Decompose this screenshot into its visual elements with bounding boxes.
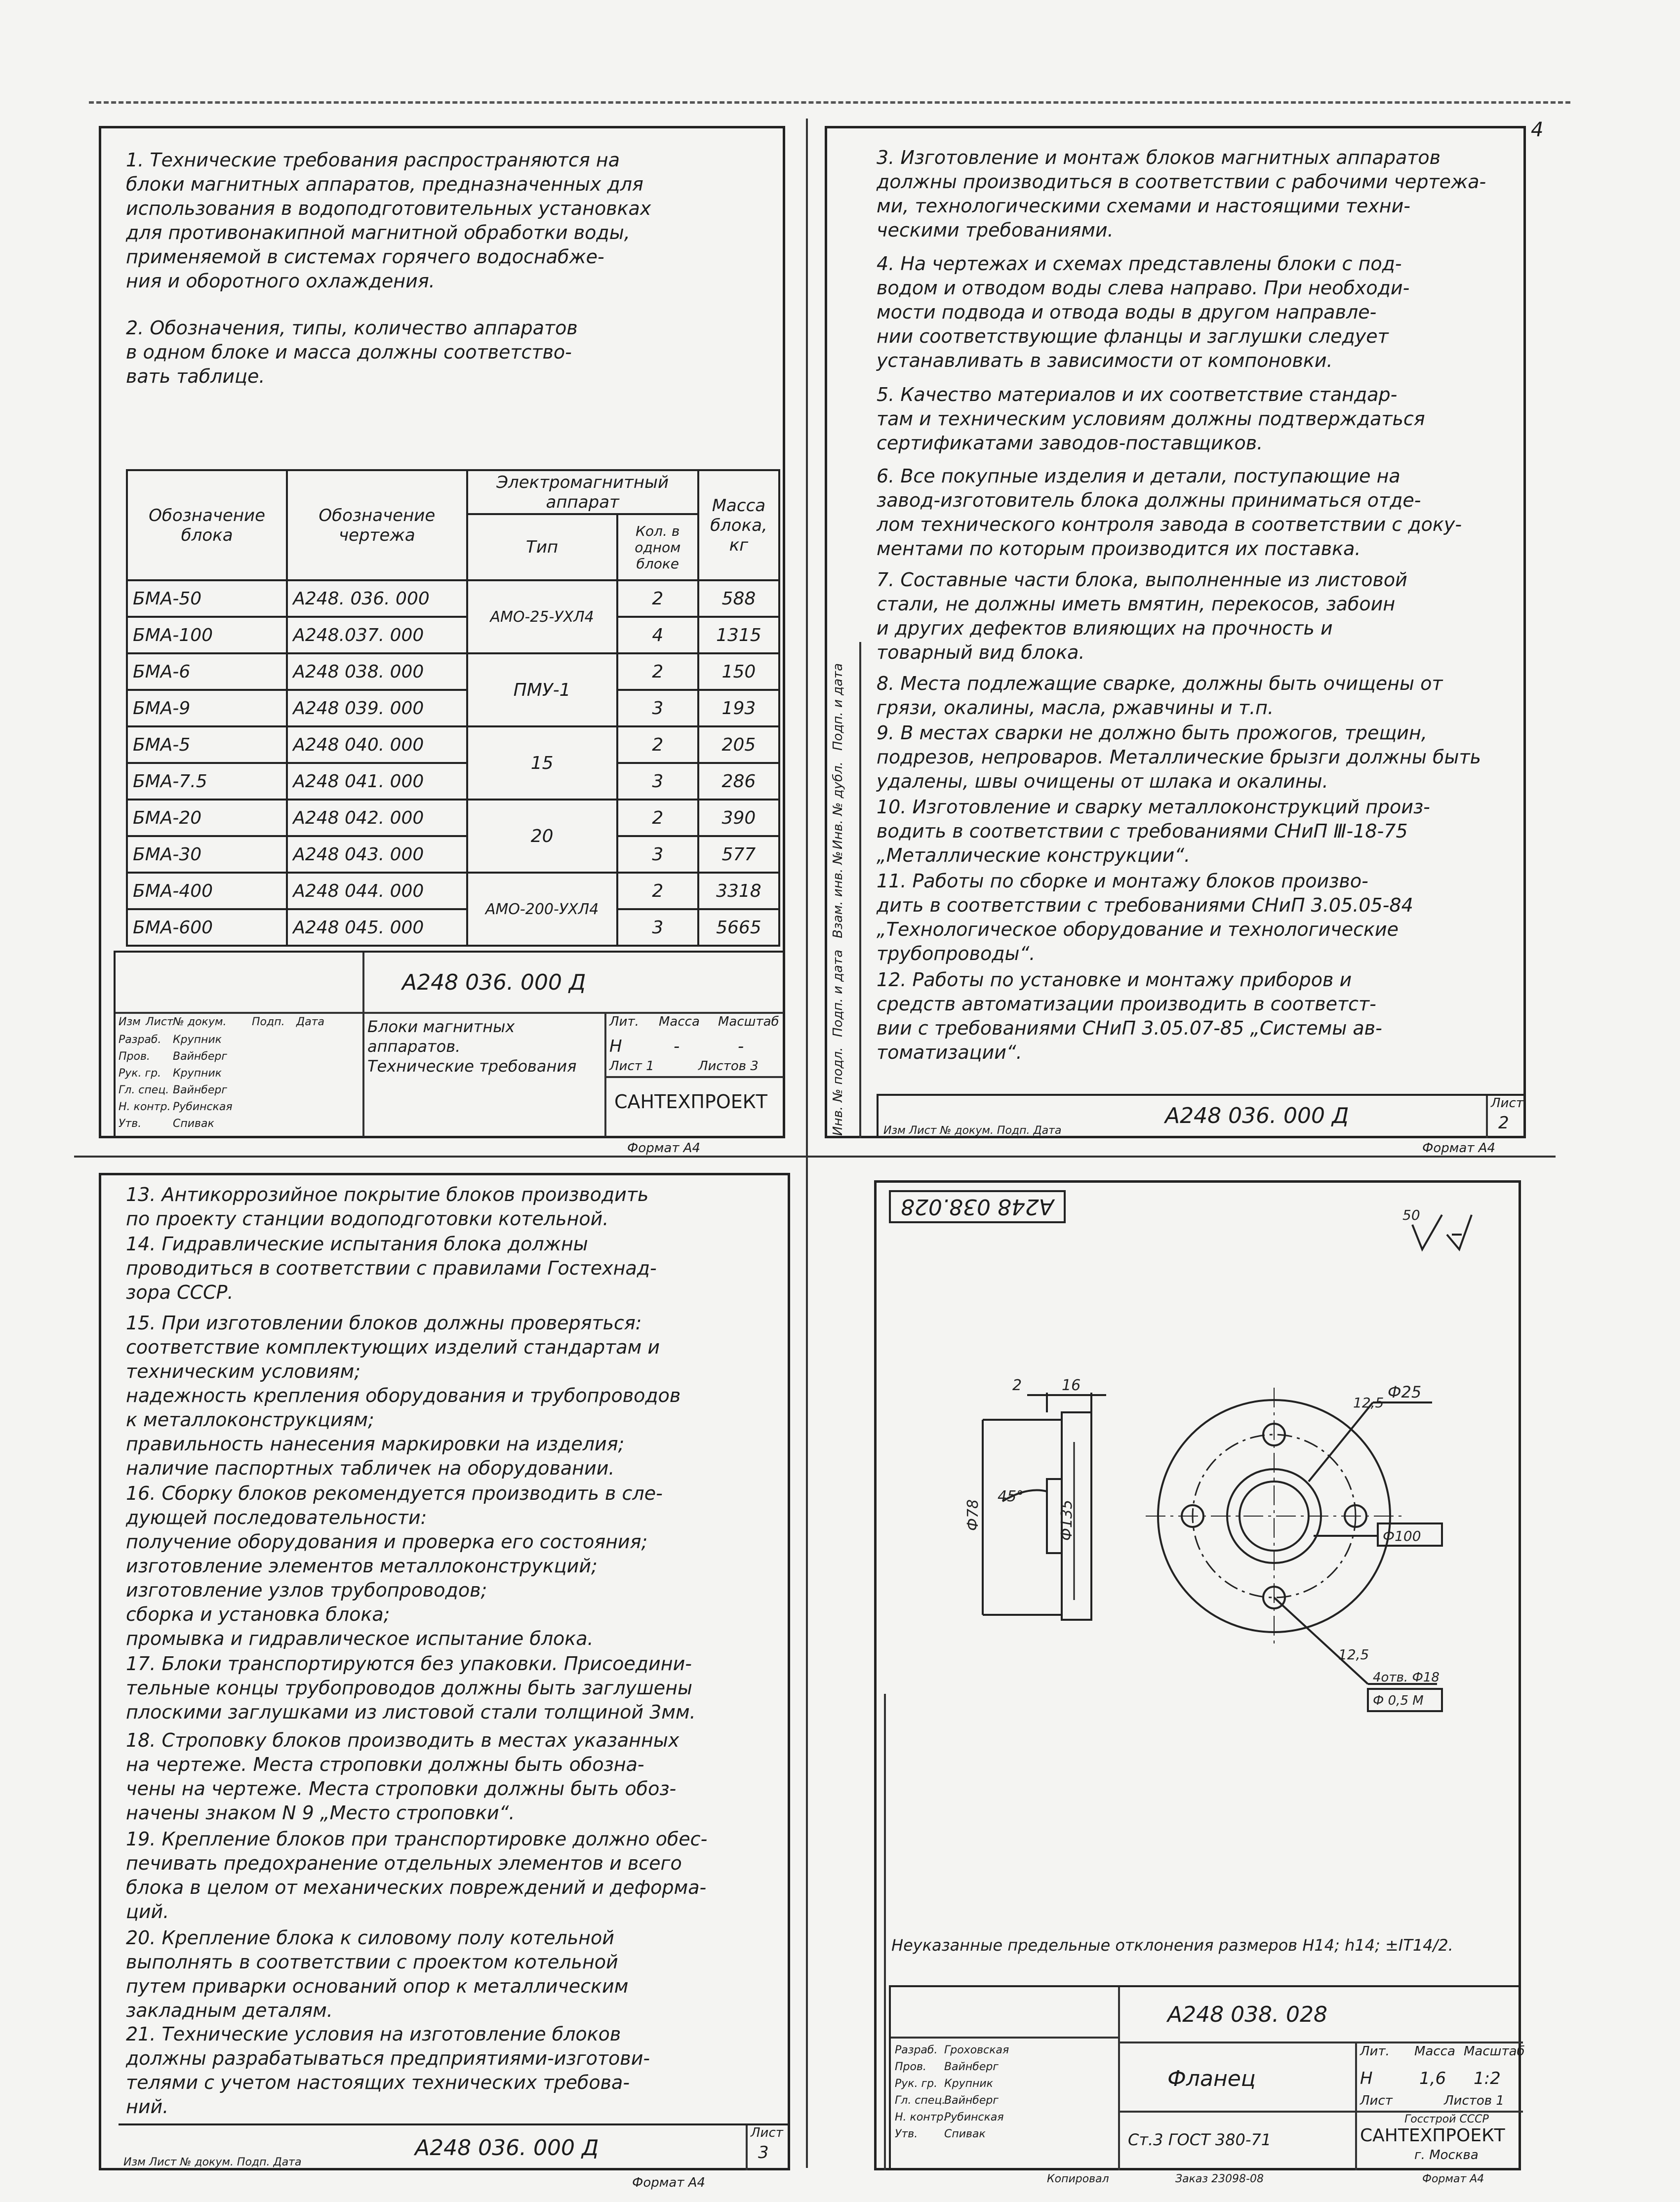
tb1-vline-b xyxy=(604,1012,606,1136)
dim-holes: 4отв. Ф18 xyxy=(1373,1670,1440,1685)
stamp-mass: - xyxy=(674,1037,680,1056)
cell-qty: 2 xyxy=(617,873,698,909)
sheet1-paragraph-2: 2. Обозначения, типы, количество аппаратов в одном блоке и масса должны соответство- вать таблице. xyxy=(126,317,578,387)
cell-mass: 577 xyxy=(698,836,779,873)
tb2-vline xyxy=(1486,1096,1488,1138)
tb2-doc-code: А248 036. 000 Д xyxy=(1165,1103,1349,1128)
table-row xyxy=(127,653,779,690)
cell-qty: 4 xyxy=(617,617,698,653)
dim-thickness-2: 2 xyxy=(1012,1377,1022,1394)
stamp-name-2: Крупник xyxy=(173,1067,222,1080)
cell-qty: 2 xyxy=(617,580,698,617)
cell-drawing: А248 044. 000 xyxy=(287,873,467,909)
table-row xyxy=(127,580,779,617)
center-horizontal-divider xyxy=(74,1156,1556,1158)
cell-type: 20 xyxy=(467,800,617,873)
cell-type: АМО-25-УХЛ4 xyxy=(467,580,617,653)
col-drawing-header: Обозначение чертежа xyxy=(287,470,467,580)
sheet2-paragraph-12: 12. Работы по установке и монтажу приборов и средств автоматизации производить в соответст- вии с требованиями СНиП 3.05.07-85 „Системы ав- томатизации“. xyxy=(877,969,1382,1063)
col-block-header: Обозначение блока xyxy=(127,470,287,580)
stamp-col-sign: Подп. xyxy=(252,1016,285,1028)
roughness-symbol xyxy=(1412,1215,1472,1249)
stamp-name-3: Вайнберг xyxy=(173,1084,227,1096)
tb4-hline-c xyxy=(1118,2111,1523,2113)
tb3-sheet-label: Лист xyxy=(751,2125,783,2140)
cell-qty: 2 xyxy=(617,726,698,763)
tb4-name-3: Вайнберг xyxy=(944,2094,999,2107)
table-row xyxy=(127,763,779,800)
sheet2-paragraph-5: 5. Качество материалов и их соответствие стандар- там и техническим условиям должны подтверждаться сертификатами заводов-поставщиков. xyxy=(877,384,1425,454)
tb2-sheet-label: Лист xyxy=(1491,1096,1523,1111)
dim-diameter-78: Ф78 xyxy=(964,1499,982,1531)
sheet2-paragraph-4: 4. На чертежах и схемах представлены блоки с под- водом и отводом воды слева направо. При необходи- мости подвода и отвода воды в другом направле- нии соответствующие фланцы и заглушки следует устанавливать в зависимости от компоновки. xyxy=(877,253,1410,371)
sheet4-format: Формат А4 xyxy=(1422,2173,1484,2185)
cell-block: БМА-400 xyxy=(127,873,287,909)
flange-front-view xyxy=(1146,1388,1442,1711)
cell-qty: 3 xyxy=(617,763,698,800)
sheet3-title-block xyxy=(119,2123,790,2170)
tb4-doc-code: А248 038. 028 xyxy=(1167,2002,1328,2027)
tb3-cols: Изм Лист № докум. Подп. Дата xyxy=(123,2156,302,2168)
cell-block: БМА-6 xyxy=(127,653,287,690)
sheet3-paragraph-20: 20. Крепление блока к силовому полу котельной выполнять в соответствии с проектом котельной путем приварки оснований опор к металлическим закладным деталям. xyxy=(126,1927,629,2021)
sheet4-copied: Копировал xyxy=(1047,2173,1109,2185)
side-label-0: Инв. № подл. xyxy=(831,1047,845,1136)
sheet4-order: Заказ 23098-08 xyxy=(1175,2173,1264,2185)
tb4-vline-a xyxy=(1118,1987,1120,2170)
stamp-col-date: Дата xyxy=(296,1016,324,1028)
tb4-role-3: Гл. спец. xyxy=(895,2094,946,2107)
tb4-org: САНТЕХПРОЕКТ xyxy=(1360,2125,1505,2146)
stamp-sheet-label: Лист 1 xyxy=(609,1059,654,1074)
cell-drawing: А248 045. 000 xyxy=(287,909,467,946)
tolerance-note: Неуказанные предельные отклонения размеров H14; h14; ±IT14/2. xyxy=(891,1936,1453,1955)
sheet3-paragraph-19: 19. Крепление блоков при транспортировке должно обес- печивать предохранение отдельных элементов и всего блока в целом от механических повреждений и деформа- ций. xyxy=(126,1828,708,1922)
stamp-name-5: Спивак xyxy=(173,1118,214,1130)
dim-tolerance: Ф 0,5 М xyxy=(1373,1693,1424,1708)
cell-type: ПМУ-1 xyxy=(467,653,617,726)
sheet2-title-block xyxy=(877,1094,1526,1138)
page-number-top: 4 xyxy=(1531,119,1544,141)
stamp-role-4: Н. контр. xyxy=(119,1101,171,1113)
tb4-name-5: Спивак xyxy=(944,2128,986,2140)
table-row xyxy=(127,617,779,653)
cell-qty: 2 xyxy=(617,653,698,690)
stamp-doc-code: А248 036. 000 Д xyxy=(402,970,586,995)
tb4-hline-b xyxy=(891,2037,1118,2039)
cell-block: БМА-30 xyxy=(127,836,287,873)
tb4-role-2: Рук. гр. xyxy=(895,2078,938,2090)
cell-mass: 588 xyxy=(698,580,779,617)
cell-drawing: А248 041. 000 xyxy=(287,763,467,800)
stamp-role-5: Утв. xyxy=(119,1118,142,1130)
sheet4-side-strip xyxy=(884,1694,886,2170)
col-type-header: Тип xyxy=(467,514,617,580)
table-row xyxy=(127,836,779,873)
stamp-sheets-label: Листов 3 xyxy=(698,1059,759,1074)
sheet3-paragraph-15: 15. При изготовлении блоков должны проверяться: соответствие комплектующих изделий стандартам и техническим условиям; надежность крепления оборудования и трубопроводов к металлоконструкциям; правильность нанесения маркировки на изделия; наличие паспортных табличек на оборудовании. xyxy=(126,1312,681,1479)
stamp-role-3: Гл. спец. xyxy=(119,1084,169,1096)
sheet2-paragraph-3: 3. Изготовление и монтаж блоков магнитных аппаратов должны производиться в соответствии с рабочими чертежа- ми, технологическими схемами и настоящими техни- ческими требованиями. xyxy=(877,147,1486,241)
cell-type: 15 xyxy=(467,726,617,800)
sheet2-paragraph-8: 8. Места подлежащие сварке, должны быть очищены от грязи, окалины, масла, ржавчины и т.п. xyxy=(877,673,1443,719)
cell-mass: 205 xyxy=(698,726,779,763)
tb4-sheet-label: Лист xyxy=(1360,2093,1393,2108)
tb2-cols: Изм Лист № докум. Подп. Дата xyxy=(883,1124,1062,1137)
tb3-doc-code: А248 036. 000 Д xyxy=(415,2135,599,2161)
tb4-hline-a xyxy=(1118,2042,1523,2043)
cell-mass: 3318 xyxy=(698,873,779,909)
cell-mass: 5665 xyxy=(698,909,779,946)
tb4-name-4: Рубинская xyxy=(944,2111,1004,2123)
dim-diameter-25: Ф25 xyxy=(1388,1383,1422,1401)
tb4-name-0: Гроховская xyxy=(944,2044,1009,2056)
tb4-city: г. Москва xyxy=(1414,2148,1479,2162)
table-row xyxy=(127,690,779,726)
tb4-vline-b xyxy=(1355,2042,1357,2170)
sheet1-title-block xyxy=(114,951,785,1138)
tb4-role-4: Н. контр. xyxy=(895,2111,947,2123)
stamp-scale: - xyxy=(738,1037,744,1056)
tb4-mass: 1,6 xyxy=(1419,2069,1446,2088)
tb1-vline-a xyxy=(362,953,364,1136)
cell-block: БМА-100 xyxy=(127,617,287,653)
cell-drawing: А248. 036. 000 xyxy=(287,580,467,617)
sheet3-format: Формат А4 xyxy=(632,2175,706,2190)
cell-mass: 1315 xyxy=(698,617,779,653)
table-row xyxy=(127,800,779,836)
flange-side-view xyxy=(983,1393,1106,1620)
stamp-mass-label: Масса xyxy=(659,1014,700,1029)
cell-block: БМА-5 xyxy=(127,726,287,763)
cell-qty: 3 xyxy=(617,836,698,873)
cell-drawing: А248 040. 000 xyxy=(287,726,467,763)
tb4-title: Фланец xyxy=(1167,2066,1256,2091)
dim-r125-bottom: 12,5 xyxy=(1338,1646,1369,1663)
center-vertical-divider xyxy=(806,119,808,2168)
stamp-name-1: Вайнберг xyxy=(173,1050,227,1063)
flange-drawing xyxy=(879,1195,1521,1714)
side-label-3: Инв. № дубл. xyxy=(831,761,845,849)
tb4-org-small: Госстрой СССР xyxy=(1404,2113,1489,2125)
cell-mass: 390 xyxy=(698,800,779,836)
cell-block: БМА-50 xyxy=(127,580,287,617)
sheet3-paragraph-14: 14. Гидравлические испытания блока должны проводиться в соответствии с правилами Гостехнад- зора СССР. xyxy=(126,1233,657,1303)
cell-qty: 3 xyxy=(617,690,698,726)
cell-drawing: А248.037. 000 xyxy=(287,617,467,653)
tb1-hline-b xyxy=(604,1076,783,1078)
stamp-col-list: Лист xyxy=(146,1016,173,1028)
sheet1-format: Формат А4 xyxy=(627,1141,701,1156)
cell-qty: 3 xyxy=(617,909,698,946)
cell-block: БМА-20 xyxy=(127,800,287,836)
tb4-role-5: Утв. xyxy=(895,2128,918,2140)
stamp-lit-label: Лит. xyxy=(609,1014,639,1029)
stamp-role-2: Рук. гр. xyxy=(119,1067,161,1080)
stamp-title: Блоки магнитных аппаратов. Технические требования xyxy=(367,1017,577,1076)
sheet3-paragraph-18: 18. Строповку блоков производить в местах указанных на чертеже. Места строповки должны быть обозна- чены на чертеже. Места строповки должны быть обоз- начены знаком N 9 „Место строповки“. xyxy=(126,1729,680,1824)
cell-mass: 193 xyxy=(698,690,779,726)
sheet4-title-block xyxy=(889,1985,1525,2170)
tb4-scale-label: Масштаб xyxy=(1464,2044,1525,2059)
side-label-4: Подп. и дата xyxy=(831,663,845,751)
sheet3-paragraph-21: 21. Технические условия на изготовление блоков должны разрабатываться предприятиями-изготови- телями с учетом настоящих технических требова- ний. xyxy=(126,2023,650,2118)
sheet2-paragraph-10: 10. Изготовление и сварку металлоконструкций произ- водить в соответствии с требованиями СНиП Ⅲ-18-75 „Металлические конструкции“. xyxy=(877,796,1430,866)
sheet2-paragraph-6: 6. Все покупные изделия и детали, поступающие на завод-изготовитель блока должны приниматься отде- лом технического контроля завода в соответствии с доку- ментами по которым производится их поставка. xyxy=(877,465,1462,560)
table-row xyxy=(127,726,779,763)
tb4-name-2: Крупник xyxy=(944,2078,993,2090)
stamp-col-izm: Изм xyxy=(119,1016,141,1028)
sheet3-paragraph-17: 17. Блоки транспортируются без упаковки. Присоедини- тельные концы трубопроводов должны быть заглушены плоскими заглушками из листовой стали толщиной 3мм. xyxy=(126,1653,696,1723)
tb4-lit: Н xyxy=(1360,2069,1373,2088)
tb4-material: Ст.3 ГОСТ 380-71 xyxy=(1128,2130,1272,2149)
sheet2-format: Формат А4 xyxy=(1422,1141,1496,1156)
cell-mass: 150 xyxy=(698,653,779,690)
col-mass-header: Масса блока, кг xyxy=(698,470,779,580)
tb3-sheet-no: 3 xyxy=(758,2143,769,2162)
side-label-2: Взам. инв. № xyxy=(831,851,845,938)
tb4-role-0: Разраб. xyxy=(895,2044,938,2056)
tb1-hline-a xyxy=(116,1012,783,1014)
dashed-cut-line xyxy=(89,101,1570,104)
table-row xyxy=(127,873,779,909)
stamp-scale-label: Масштаб xyxy=(718,1014,779,1029)
side-label-1: Подп. и дата xyxy=(831,949,845,1037)
tb3-vline xyxy=(746,2125,748,2170)
sheet2-paragraph-9: 9. В местах сварки не должно быть прожогов, трещин, подрезов, непроваров. Металлические брызги должны быть удалены, швы очищены от шлака и окалины. xyxy=(877,722,1481,792)
cell-mass: 286 xyxy=(698,763,779,800)
cell-drawing: А248 042. 000 xyxy=(287,800,467,836)
stamp-lit: Н xyxy=(609,1037,622,1056)
tb4-sheets-label: Листов 1 xyxy=(1444,2093,1504,2108)
apparatus-table xyxy=(126,469,780,947)
cell-block: БМА-7.5 xyxy=(127,763,287,800)
dim-thickness-16: 16 xyxy=(1062,1377,1081,1394)
cell-qty: 2 xyxy=(617,800,698,836)
cell-drawing: А248 038. 000 xyxy=(287,653,467,690)
sheet2-paragraph-7: 7. Составные части блока, выполненные из листовой стали, не должны иметь вмятин, перекосов, забоин и других дефектов влияющих на прочность и товарный вид блока. xyxy=(877,569,1407,663)
table-row xyxy=(127,909,779,946)
col-qty-header: Кол. в одном блоке xyxy=(617,514,698,580)
tb4-lit-label: Лит. xyxy=(1360,2044,1390,2059)
sheet3-paragraph-16: 16. Сборку блоков рекомендуется производить в сле- дующей последовательности: получение оборудования и проверка его состояния; изготовление элементов металлоконструкций; изготовление узлов трубопроводов; сборка и установка блока; промывка и гидравлическое испытание блока. xyxy=(126,1482,663,1649)
code-mirrored: А248 038.028 xyxy=(889,1190,1066,1223)
tb4-name-1: Вайнберг xyxy=(944,2061,999,2073)
stamp-col-doc: № докум. xyxy=(173,1016,227,1028)
col-apparatus-header: Электромагнитный аппарат xyxy=(467,470,698,514)
cell-block: БМА-600 xyxy=(127,909,287,946)
sheet1-paragraph-1: 1. Технические требования распространяются на блоки магнитных аппаратов, предназначенных для использования в водоподготовительных установках для противонакипной магнитной обработки воды, применяемой в системах горячего водоснабже- ния и оборотного охлаждения. xyxy=(126,149,651,292)
cell-drawing: А248 043. 000 xyxy=(287,836,467,873)
cell-drawing: А248 039. 000 xyxy=(287,690,467,726)
cell-type: АМО-200-УХЛ4 xyxy=(467,873,617,946)
stamp-name-0: Крупник xyxy=(173,1034,222,1046)
stamp-role-1: Пров. xyxy=(119,1050,150,1063)
tb4-scale: 1:2 xyxy=(1474,2069,1501,2088)
sheet2-side-strip xyxy=(859,642,861,1138)
sheet3-paragraph-13: 13. Антикоррозийное покрытие блоков производить по проекту станции водоподготовки котельной. xyxy=(126,1184,649,1230)
cell-block: БМА-9 xyxy=(127,690,287,726)
tb4-role-1: Пров. xyxy=(895,2061,926,2073)
dim-r125-top: 12,5 xyxy=(1353,1395,1384,1411)
dim-diameter-135: Ф135 xyxy=(1058,1499,1076,1541)
stamp-name-4: Рубинская xyxy=(173,1101,233,1113)
stamp-role-0: Разраб. xyxy=(119,1034,161,1046)
tb2-sheet-no: 2 xyxy=(1498,1113,1509,1133)
sheet2-paragraph-11: 11. Работы по сборке и монтажу блоков произво- дить в соответствии с требованиями СНиП 3.05.05-84 „Технологическое оборудование и технологические трубопроводы“. xyxy=(877,870,1413,964)
stamp-org: САНТЕХПРОЕКТ xyxy=(614,1091,767,1113)
dim-angle-45: 45° xyxy=(998,1488,1024,1505)
dim-diameter-100: Ф100 xyxy=(1383,1528,1421,1544)
tb4-mass-label: Масса xyxy=(1414,2044,1455,2059)
roughness-value: 50 xyxy=(1402,1207,1420,1223)
